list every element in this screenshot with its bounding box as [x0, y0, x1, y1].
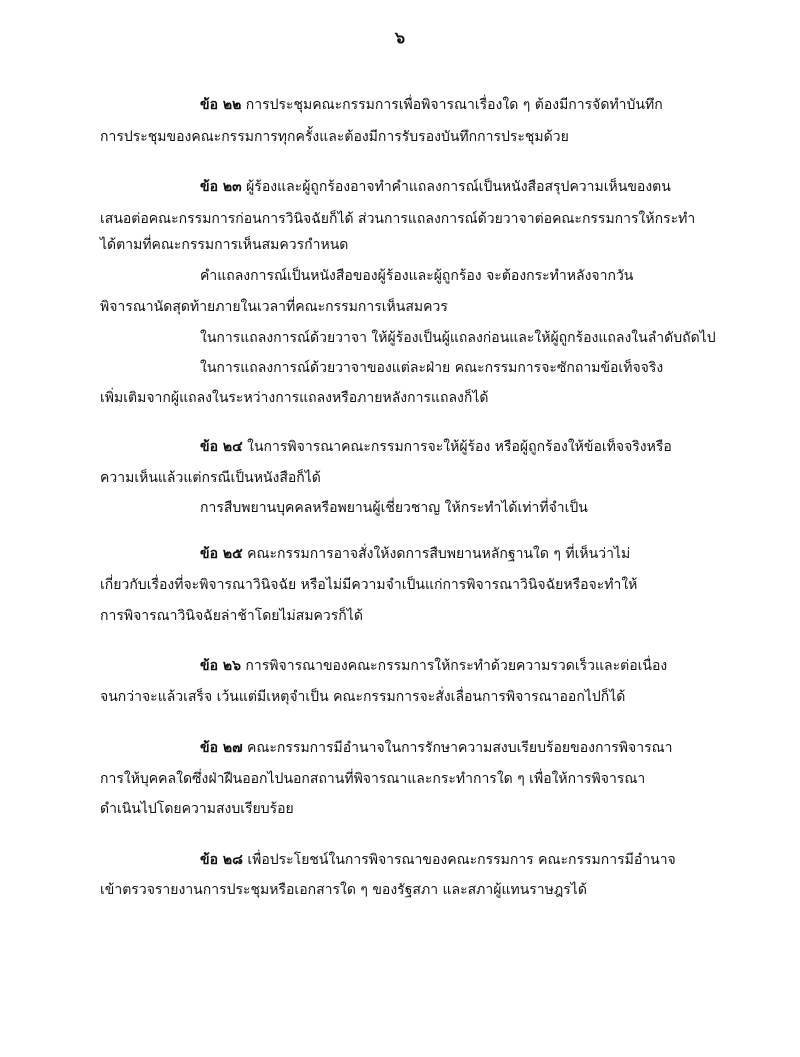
clause-label: ข้อ ๒๕ [200, 546, 243, 562]
clause-28-line-1: ข้อ ๒๘ เพื่อประโยชน์ในการพิจารณาของคณะกรรมการ คณะกรรมการมีอำนาจ [200, 852, 676, 868]
clause-23-line-4: คำแถลงการณ์เป็นหนังสือของผู้ร้องและผู้ถูกร้อง จะต้องกระทำหลังจากวัน [200, 268, 634, 284]
clause-25-line-2: เกี่ยวกับเรื่องที่จะพิจารณาวินิจฉัย หรือไม่มีความจำเป็นแก่การพิจารณาวินิจฉัยหรือจะทำให้ [100, 577, 638, 593]
clause-23-line-6: ในการแถลงการณ์ด้วยวาจา ให้ผู้ร้องเป็นผู้แถลงก่อนและให้ผู้ถูกร้องแถลงในลำดับถัดไป [200, 330, 716, 346]
clause-25-line-3: การพิจารณาวินิจฉัยล่าช้าโดยไม่สมควรก็ได้ [100, 608, 363, 624]
clause-23-line-8: เพิ่มเติมจากผู้แถลงในระหว่างการแถลงหรือภายหลังการแถลงก็ได้ [100, 390, 489, 406]
clause-label: ข้อ ๒๒ [200, 97, 242, 113]
clause-22-line-2: การประชุมของคณะกรรมการทุกครั้งและต้องมีการรับรองบันทึกการประชุมด้วย [100, 129, 569, 145]
clause-26-line-1: ข้อ ๒๖ การพิจารณาของคณะกรรมการให้กระทำด้วยความรวดเร็วและต่อเนื่อง [200, 658, 668, 674]
clause-22-line-1: ข้อ ๒๒ การประชุมคณะกรรมการเพื่อพิจารณาเรื่องใด ๆ ต้องมีการจัดทำบันทึก [200, 97, 663, 113]
clause-26-line-2: จนกว่าจะแล้วเสร็จ เว้นแต่มีเหตุจำเป็น คณะกรรมการจะสั่งเลื่อนการพิจารณาออกไปก็ได้ [100, 689, 626, 705]
clause-25-line-1: ข้อ ๒๕ คณะกรรมการอาจสั่งให้งดการสืบพยานหลักฐานใด ๆ ที่เห็นว่าไม่ [200, 546, 631, 562]
clause-label: ข้อ ๒๘ [200, 852, 243, 868]
clause-27-line-2: การให้บุคคลใดซึ่งฝ่าฝืนออกไปนอกสถานที่พิจารณาและกระทำการใด ๆ เพื่อให้การพิจารณา [100, 771, 646, 787]
clause-label: ข้อ ๒๓ [200, 179, 242, 195]
clause-28-line-2: เข้าตรวจรายงานการประชุมหรือเอกสารใด ๆ ของรัฐสภา และสภาผู้แทนราษฎรได้ [100, 882, 587, 898]
clause-24-line-3: การสืบพยานบุคคลหรือพยานผู้เชี่ยวชาญ ให้กระทำได้เท่าที่จำเป็น [200, 500, 588, 516]
clause-label: ข้อ ๒๔ [200, 439, 243, 455]
clause-27-line-3: ดำเนินไปโดยความสงบเรียบร้อย [100, 801, 294, 817]
clause-24-line-2: ความเห็นแล้วแต่กรณีเป็นหนังสือก็ได้ [100, 470, 321, 486]
clause-23-line-1: ข้อ ๒๓ ผู้ร้องและผู้ถูกร้องอาจทำคำแถลงการณ์เป็นหนังสือสรุปความเห็นของตน [200, 179, 671, 195]
clause-24-line-1: ข้อ ๒๔ ในการพิจารณาคณะกรรมการจะให้ผู้ร้อง หรือผู้ถูกร้องให้ข้อเท็จจริงหรือ [200, 439, 672, 455]
clause-23-line-3: ได้ตามที่คณะกรรมการเห็นสมควรกำหนด [100, 237, 349, 253]
clause-27-line-1: ข้อ ๒๗ คณะกรรมการมีอำนาจในการรักษาความสงบเรียบร้อยของการพิจารณา [200, 740, 673, 756]
clause-23-line-5: พิจารณานัดสุดท้ายภายในเวลาที่คณะกรรมการเห็นสมควร [100, 299, 448, 315]
clause-23-line-7: ในการแถลงการณ์ด้วยวาจาของแต่ละฝ่าย คณะกรรมการจะซักถามข้อเท็จจริง [200, 360, 664, 376]
clause-label: ข้อ ๒๖ [200, 658, 241, 674]
clause-label: ข้อ ๒๗ [200, 740, 243, 756]
clause-23-line-2: เสนอต่อคณะกรรมการก่อนการวินิจฉัยก็ได้ ส่วนการแถลงการณ์ด้วยวาจาต่อคณะกรรมการให้กระทำ [100, 211, 696, 227]
page-number: ๖ [394, 28, 406, 47]
